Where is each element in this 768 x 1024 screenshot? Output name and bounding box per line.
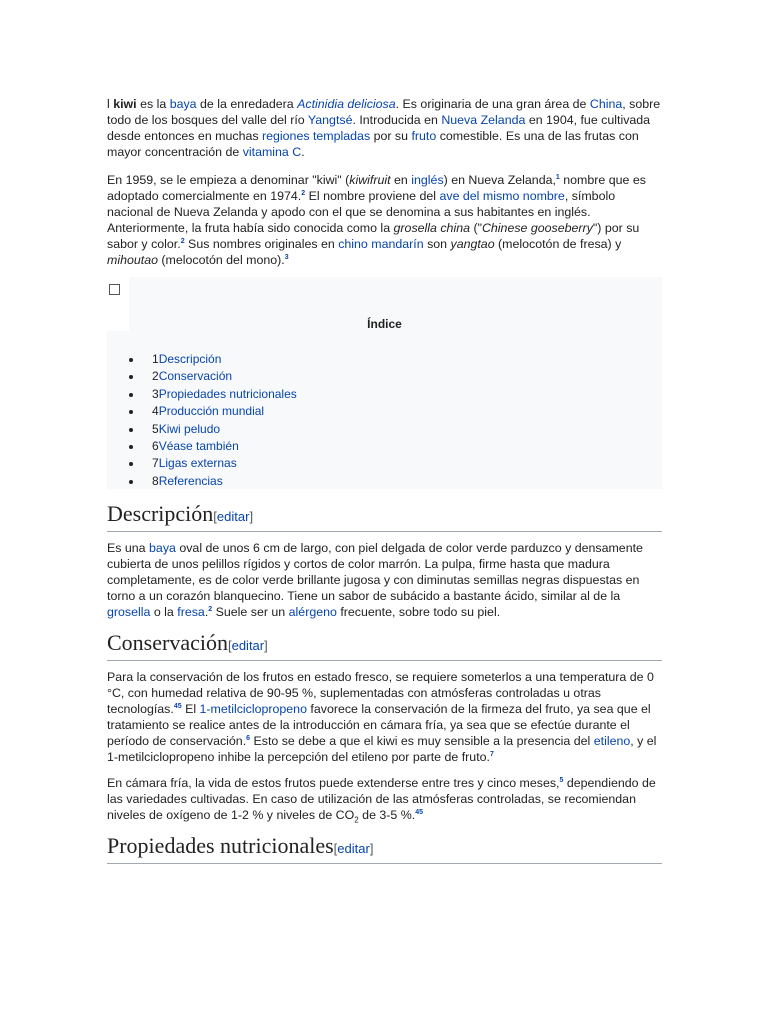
section-heading-conservacion: Conservación[editar] [107,630,662,661]
text-run: En 1959, se le empieza a denominar "kiwi" ( [107,173,350,187]
text-run: , sobre todo de los bosques del valle del río [107,97,661,127]
text-run: Para la conservación de los frutos en estado fresco, se requiere someterlos a una temperatura de 0 °C, con humedad relativa de 90-95 %, suplementadas con atmósferas controladas u otras tecnologías. [107,670,654,716]
edit-link-propiedades[interactable]: editar [337,841,370,856]
wiki-link[interactable]: regiones templadas [262,129,371,143]
section-body-conservacion [107,669,662,823]
toc-number: 2 [152,369,159,384]
toc-number: 1 [152,352,159,366]
wiki-link[interactable]: baya [149,541,176,555]
text-run: dependiendo de las variedades cultivadas. En caso de utilización de las atmósferas controladas, se recomiendan niveles de oxígeno de 1-2 % y niveles de CO [107,776,656,822]
section-paragraph [107,669,662,765]
text-run: favorece la conservación de la firmeza del fruto, ya sea que el tratamiento se realice antes de la introducción en cámara fría, ya sea que se efectúe durante el período de conservación. [107,702,651,748]
wiki-link[interactable]: 1-metilciclopropeno [199,702,307,716]
text-run: Chinese gooseberry [481,221,593,235]
text-run: en [390,173,412,187]
intro-paragraph [107,96,662,160]
toc-item[interactable] [129,421,297,438]
section-heading-descripcion: Descripción[editar] [107,501,662,532]
section-paragraph [107,775,662,823]
section-heading-propiedades: Propiedades nutricionales[editar] [107,833,662,864]
text-run: . [301,145,305,159]
toc-list [129,351,297,490]
text-run: ") por su sabor y color. [107,221,640,251]
wiki-link[interactable]: baya [169,97,197,111]
text-run: de 3-5 %. [358,808,416,822]
toc-link[interactable]: Producción mundial [158,404,265,419]
text-run: por su [370,129,412,143]
toc-number: 3 [152,386,159,401]
reference-marker[interactable]: 7 [489,750,494,758]
text-run: , símbolo nacional de Nueva Zelanda y apodo con el que se denomina a sus habitantes en inglés. Anteriormente, la fruta había sido conocida como la [107,189,616,235]
toc-number: 6 [152,439,159,454]
text-run: de la enredadera [196,97,298,111]
text-run: en 1904, fue cultivada desde entonces en muchas [107,113,651,143]
section-paragraph [107,540,662,620]
text-run: mihoutao [107,253,158,267]
reference-marker[interactable]: 2 [180,237,185,245]
table-of-contents [107,277,662,489]
reference-marker[interactable]: 5 [559,776,564,784]
toc-number: 4 [152,404,159,419]
text-run: o la [150,605,178,619]
toc-link[interactable]: Conservación [158,369,233,384]
text-run: (melocotón del mono). [157,253,285,267]
wiki-link[interactable]: fresa [177,605,205,619]
toc-item[interactable] [129,403,297,420]
toc-item[interactable] [129,438,297,455]
wiki-link[interactable]: China [589,97,623,111]
wiki-link[interactable]: Actinidia deliciosa [297,97,396,111]
text-run: En cámara fría, la vida de estos frutos puede extenderse entre tres y cinco meses, [107,776,560,790]
text-run: yangtao [450,237,495,251]
toc-link[interactable]: Ligas externas [158,456,237,471]
reference-marker[interactable]: 2 [301,189,306,197]
toc-item[interactable] [129,368,297,385]
text-run: El [181,702,200,716]
toc-number: 8 [152,473,159,488]
text-run: grosella china [393,221,470,235]
toc-link[interactable]: Descripción [158,352,222,366]
text-run: . Es originaria de una gran área de [395,97,590,111]
text-run: Es una [107,541,150,555]
toc-item[interactable] [129,473,297,490]
text-run: ) en Nueva Zelanda, [443,173,556,187]
wiki-link[interactable]: inglés [411,173,444,187]
text-run: , y el 1-metilciclopropeno inhibe la percepción del etileno por parte de fruto. [107,734,657,764]
wiki-link[interactable]: ave del mismo nombre [439,189,565,203]
wiki-link[interactable]: Nueva Zelanda [441,113,526,127]
section-body-descripcion [107,540,662,620]
edit-link-descripcion[interactable]: editar [216,509,250,524]
toc-link[interactable]: Kiwi peludo [158,421,221,436]
text-run: . [204,605,209,619]
wiki-link[interactable]: alérgeno [288,605,337,619]
wiki-link[interactable]: etileno [593,734,631,748]
text-run: frecuente, sobre todo su piel. [336,605,501,619]
reference-marker[interactable]: 6 [246,734,251,742]
text-run: Suele ser un [212,605,289,619]
text-run: Sus nombres originales en [184,237,339,251]
reference-marker[interactable]: 1 [555,173,560,181]
text-run: nombre que es adoptado comercialmente en 1974. [107,173,646,203]
wiki-link[interactable]: Yangtsé [307,113,353,127]
toc-link[interactable]: Véase también [158,439,239,454]
text-run: Esto se debe a que el kiwi es muy sensible a la presencia del [250,734,594,748]
text-run: oval de unos 6 cm de largo, con piel delgada de color verde parduzco y densamente cubierta de unos pelillos rígidos y cortos de color marrón. La pulpa, firme hasta que madura completamente, es de color verde brillante jugosa y con diminutas semillas negras dispuestas en torno a un corazón blanquecino. Tiene un sabor de subácido a bastante ácido, similar al de la [107,541,643,603]
toc-number: 5 [152,421,159,436]
name-origin-paragraph [107,172,662,268]
wiki-link[interactable]: chino mandarín [338,237,424,251]
text-run: son [423,237,451,251]
toc-item[interactable] [129,455,297,472]
reference-marker[interactable]: 45 [173,702,182,710]
toc-link[interactable]: Referencias [158,473,223,488]
toc-toggle-checkbox[interactable] [109,284,120,295]
text-run: es la [136,97,170,111]
text-run: . Introducida en [352,113,442,127]
reference-marker[interactable]: 2 [208,605,213,613]
article-content [107,96,662,872]
toc-item[interactable] [129,351,297,368]
bold-term: kiwi [113,97,137,111]
text-run: comestible. Es una de las frutas con mayor concentración de [107,129,639,159]
reference-marker[interactable]: 45 [415,808,424,816]
text-run: (" [470,221,482,235]
reference-marker[interactable]: 3 [284,253,289,261]
text-run: (melocotón de fresa) y [494,237,622,251]
wiki-link[interactable]: fruto [411,129,437,143]
wiki-link[interactable]: grosella [107,605,151,619]
subscript: 2 [354,815,359,825]
toc-link[interactable]: Propiedades nutricionales [158,386,297,401]
toc-number: 7 [152,456,159,471]
text-run: l [107,97,114,111]
text-run: El nombre proviene del [305,189,440,203]
wiki-link[interactable]: vitamina C [242,145,302,159]
toc-title: Índice [367,317,402,331]
toc-item[interactable] [129,386,297,403]
text-run: kiwifruit [349,173,391,187]
edit-link-conservacion[interactable]: editar [231,638,265,653]
